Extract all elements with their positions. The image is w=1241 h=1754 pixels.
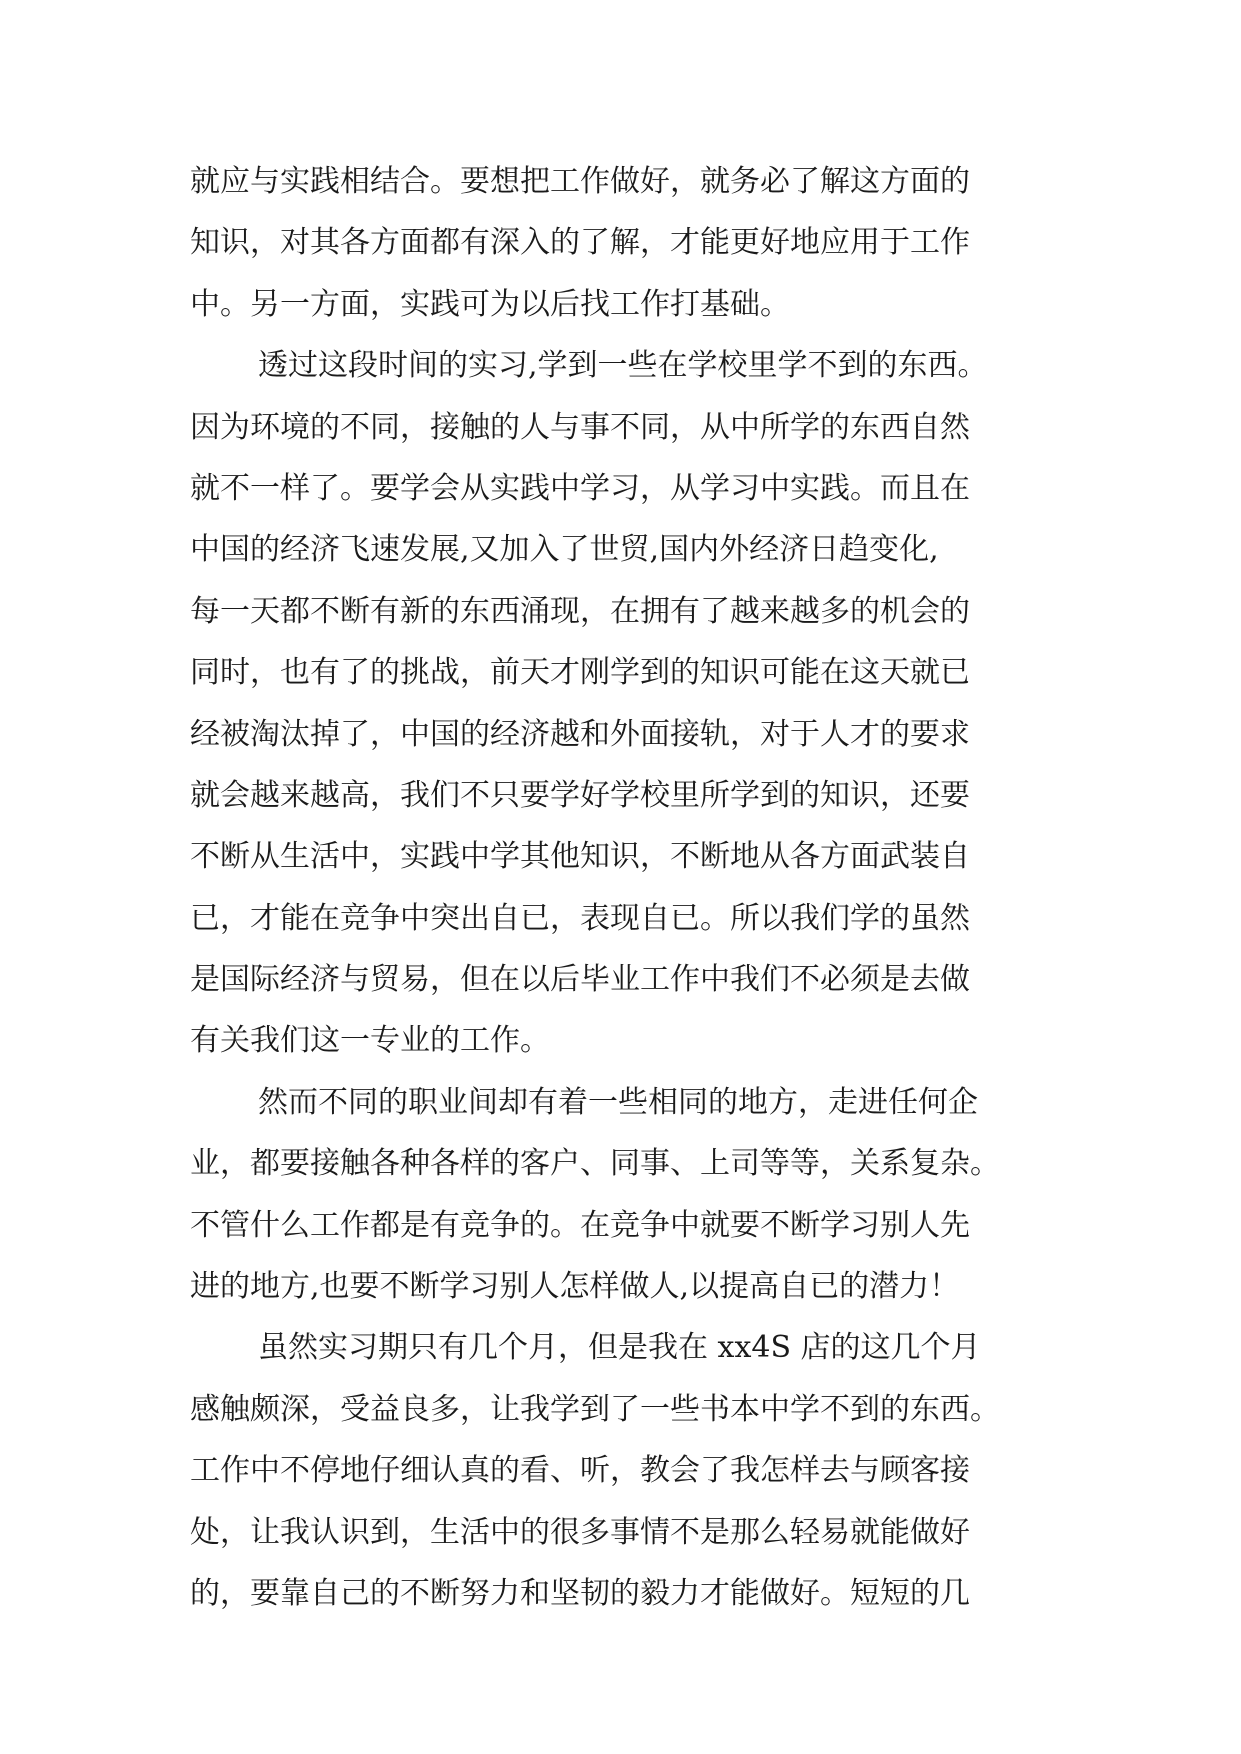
text-line: 同时，也有了的挑战，前天才刚学到的知识可能在这天就已	[190, 655, 970, 691]
text-line: 就不一样了。要学会从实践中学习，从学习中实践。而且在	[190, 470, 970, 506]
text-line: 的，要靠自己的不断努力和坚韧的毅力才能做好。短短的几	[190, 1575, 970, 1611]
text-line: 经被淘汰掉了，中国的经济越和外面接轨，对于人才的要求	[190, 716, 970, 752]
text-line: 中国的经济飞速发展,又加入了世贸,国内外经济日趋变化,	[190, 532, 939, 568]
text-line: 不管什么工作都是有竞争的。在竞争中就要不断学习别人先	[190, 1207, 970, 1243]
text-line: 知识，对其各方面都有深入的了解，才能更好地应用于工作	[190, 225, 970, 261]
text-line: 每一天都不断有新的东西涌现，在拥有了越来越多的机会的	[190, 593, 970, 629]
text-line: 中。另一方面，实践可为以后找工作打基础。	[190, 286, 790, 322]
paragraph-first-line: 透过这段时间的实习,学到一些在学校里学不到的东西。	[258, 348, 988, 384]
text-line: 处，让我认识到，生活中的很多事情不是那么轻易就能做好	[190, 1514, 970, 1550]
body-text	[190, 151, 1050, 1624]
text-line: 是国际经济与贸易，但在以后毕业工作中我们不必须是去做	[190, 962, 970, 998]
text-line: 感触颇深，受益良多，让我学到了一些书本中学不到的东西。	[190, 1391, 1000, 1427]
paragraph-first-line: 虽然实习期只有几个月，但是我在 xx4S 店的这几个月	[258, 1330, 981, 1366]
paragraph-first-line: 然而不同的职业间却有着一些相同的地方，走进任何企	[258, 1084, 978, 1120]
text-line: 就会越来越高，我们不只要学好学校里所学到的知识，还要	[190, 777, 970, 813]
text-line: 不断从生活中，实践中学其他知识，不断地从各方面武装自	[190, 839, 970, 875]
text-line: 有关我们这一专业的工作。	[190, 1023, 550, 1059]
text-line: 因为环境的不同，接触的人与事不同，从中所学的东西自然	[190, 409, 970, 445]
text-line: 已，才能在竞争中突出自已，表现自已。所以我们学的虽然	[190, 900, 970, 936]
text-line: 就应与实践相结合。要想把工作做好，就务必了解这方面的	[190, 164, 970, 199]
text-line: 进的地方,也要不断学习别人怎样做人,以提高自已的潜力！	[190, 1269, 960, 1305]
text-line: 工作中不停地仔细认真的看、听，教会了我怎样去与顾客接	[190, 1453, 970, 1489]
text-line: 业，都要接触各种各样的客户、同事、上司等等，关系复杂。	[190, 1146, 1000, 1182]
